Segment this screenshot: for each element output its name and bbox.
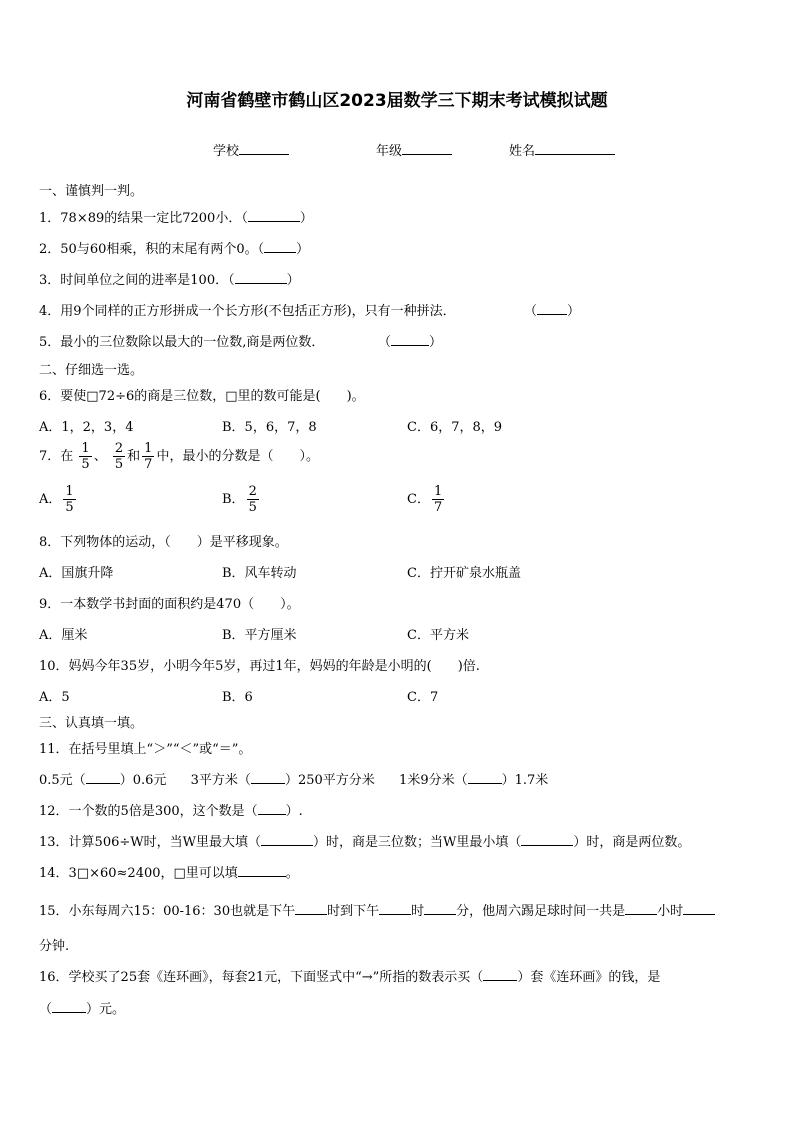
question-5: [39, 331, 324, 350]
question-4-answer: [524, 300, 580, 319]
question-16-b: ）套《连环画》的钱，是: [517, 970, 661, 985]
section-3-heading: 三、认真填一填。: [39, 716, 144, 731]
question-16-cont: [39, 998, 125, 1017]
question-3: [39, 269, 300, 288]
question-15-b: 时到下午: [327, 904, 380, 919]
grade-label: 年级: [376, 144, 403, 159]
question-12-end: ）.: [285, 804, 303, 819]
question-7-sep: 、: [93, 449, 107, 464]
fraction-1-7: [142, 441, 154, 472]
paren-close: ）: [296, 242, 310, 257]
q10-option-c[interactable]: C．7: [407, 690, 439, 705]
question-15-cont: 分钟.: [39, 939, 70, 954]
answer-blank[interactable]: [625, 902, 657, 915]
question-7: [39, 441, 319, 472]
answer-blank[interactable]: [261, 833, 313, 846]
q9-option-c[interactable]: C．平方米: [407, 628, 469, 643]
answer-blank[interactable]: [235, 271, 287, 284]
q9-option-b[interactable]: B．平方厘米: [222, 628, 297, 643]
question-13-a: 13．计算506÷W时，当W里最大填（: [39, 835, 261, 850]
q8-option-a[interactable]: A．国旗升降: [39, 566, 114, 581]
numerator: 1: [144, 441, 153, 456]
question-2: [39, 238, 309, 257]
denominator: 5: [248, 500, 257, 515]
answer-blank[interactable]: [264, 240, 296, 253]
numerator: 1: [81, 441, 90, 456]
school-blank[interactable]: [239, 141, 289, 155]
question-13-c: ）时，商是两位数。: [573, 835, 691, 850]
question-1: [39, 207, 313, 226]
answer-blank[interactable]: [424, 902, 456, 915]
question-14-text: 14．3□×60≈2400，□里可以填: [39, 866, 238, 881]
question-11-items: [39, 769, 548, 788]
question-16-a: 16．学校买了25套《连环画》，每套21元，下面竖式中“→”所指的数表示买（: [39, 970, 484, 985]
option-label: A．: [39, 492, 62, 507]
grade-blank[interactable]: [402, 141, 452, 155]
option-label: C．: [407, 492, 430, 507]
denominator: 5: [65, 500, 74, 515]
section-2-heading: 二、仔细选一选。: [39, 363, 144, 378]
question-15-a: 15．小东每周六15：00-16：30也就是下午: [39, 904, 296, 919]
q9-option-a[interactable]: A．厘米: [39, 628, 88, 643]
option-label: B．: [222, 492, 245, 507]
q11-item-3-pre: 1米9分米（: [399, 773, 468, 788]
paren-close: ）: [429, 335, 443, 350]
name-label: 姓名: [509, 144, 536, 159]
question-15-c: 时: [411, 904, 425, 919]
answer-blank[interactable]: [86, 771, 120, 784]
question-10: 10．妈妈今年35岁，小明今年5岁，再过1年，妈妈的年龄是小明的( )倍.: [39, 659, 480, 674]
answer-blank[interactable]: [52, 1000, 86, 1013]
name-field: [509, 140, 615, 159]
q11-item-1-post: ）0.6元: [119, 773, 167, 788]
question-2-text: 2．50与60相乘，积的末尾有两个0。（: [39, 242, 265, 257]
q7-option-a[interactable]: [39, 484, 78, 515]
q11-item-2-post: ）250平方分米: [284, 773, 375, 788]
question-5-text: 5．最小的三位数除以最大的一位数,商是两位数．: [39, 335, 325, 350]
denominator: 5: [114, 457, 124, 472]
denominator: 5: [81, 457, 90, 472]
question-7-and: 和: [127, 449, 141, 464]
question-15: [39, 900, 715, 919]
fraction-2-5: [113, 441, 125, 472]
question-12-text: 12．一个数的5倍是300，这个数是（: [39, 804, 258, 819]
answer-blank[interactable]: [468, 771, 502, 784]
question-8: 8．下列物体的运动，（ ）是平移现象。: [39, 535, 288, 550]
paren-close: ）: [299, 211, 313, 226]
answer-blank[interactable]: [248, 209, 300, 222]
answer-blank[interactable]: [391, 333, 429, 346]
q10-option-a[interactable]: A．5: [39, 690, 70, 705]
numerator: 1: [65, 484, 74, 499]
q6-option-c[interactable]: C．6，7，8，9: [407, 420, 503, 435]
question-15-d: 分，他周六踢足球时间一共是: [456, 904, 626, 919]
fraction-1-7: [432, 484, 444, 515]
question-7-post: 中，最小的分数是（ ）。: [156, 449, 319, 464]
question-1-text: 1．78×89的结果一定比7200小．（: [39, 211, 248, 226]
answer-blank[interactable]: [258, 802, 286, 815]
q6-option-b[interactable]: B．5，6，7，8: [222, 420, 317, 435]
section-1-heading: 一、谨慎判一判。: [39, 184, 144, 199]
q8-option-b[interactable]: B．风车转动: [222, 566, 297, 581]
question-3-text: 3．时间单位之间的进率是100．（: [39, 273, 235, 288]
school-field: [213, 140, 289, 159]
question-11: 11．在括号里填上“＞”“＜”或“＝”。: [39, 742, 252, 757]
question-4-text: 4．用9个同样的正方形拼成一个长方形(不包括正方形)，只有一种拼法．: [39, 304, 456, 319]
paren-close: ）: [286, 273, 300, 288]
question-5-answer: [378, 331, 442, 350]
answer-blank[interactable]: [521, 833, 573, 846]
question-15-e: 小时: [657, 904, 684, 919]
question-16-d: ）元。: [86, 1002, 126, 1017]
question-12: [39, 800, 303, 819]
question-13-b: ）时，商是三位数；当W里最小填（: [312, 835, 522, 850]
denominator: 7: [144, 457, 153, 472]
question-7-pre: 7．在: [39, 449, 74, 464]
answer-blank[interactable]: [683, 902, 715, 915]
page-title: 河南省鹤壁市鹤山区2023届数学三下期末考试模拟试题: [186, 91, 608, 111]
q6-option-a[interactable]: A．1，2，3，4: [39, 420, 134, 435]
question-9: 9．一本数学书封面的面积约是470（ ）。: [39, 597, 300, 612]
paren-open: （: [524, 304, 538, 319]
question-14-end: 。: [285, 866, 299, 881]
paren-close: ）: [567, 304, 581, 319]
answer-blank[interactable]: [251, 771, 285, 784]
q11-item-1-pre: 0.5元（: [39, 773, 86, 788]
q10-option-b[interactable]: B．6: [222, 690, 253, 705]
fraction-1-5: [63, 484, 75, 515]
question-16: [39, 966, 660, 985]
numerator: 2: [248, 484, 257, 499]
q7-option-c[interactable]: [407, 484, 446, 515]
question-6: 6．要使□72÷6的商是三位数，□里的数可能是( )。: [39, 389, 365, 404]
q11-item-2-pre: 3平方米（: [190, 773, 251, 788]
q8-option-c[interactable]: C．拧开矿泉水瓶盖: [407, 566, 521, 581]
q7-option-b[interactable]: [222, 484, 261, 515]
answer-blank[interactable]: [537, 302, 567, 315]
answer-blank[interactable]: [483, 968, 517, 981]
fraction-1-5: [79, 441, 91, 472]
school-label: 学校: [213, 144, 240, 159]
answer-blank[interactable]: [379, 902, 411, 915]
question-4: [39, 300, 456, 319]
question-16-c: （: [39, 1002, 53, 1017]
denominator: 7: [433, 500, 443, 515]
numerator: 2: [114, 441, 124, 456]
numerator: 1: [433, 484, 443, 499]
grade-field: [376, 140, 452, 159]
name-blank[interactable]: [535, 141, 615, 155]
question-14: [39, 862, 299, 881]
q11-item-3-post: ）1.7米: [501, 773, 549, 788]
paren-open: （: [378, 335, 392, 350]
fraction-2-5: [247, 484, 259, 515]
answer-blank[interactable]: [238, 864, 286, 877]
answer-blank[interactable]: [295, 902, 327, 915]
question-13: [39, 831, 690, 850]
